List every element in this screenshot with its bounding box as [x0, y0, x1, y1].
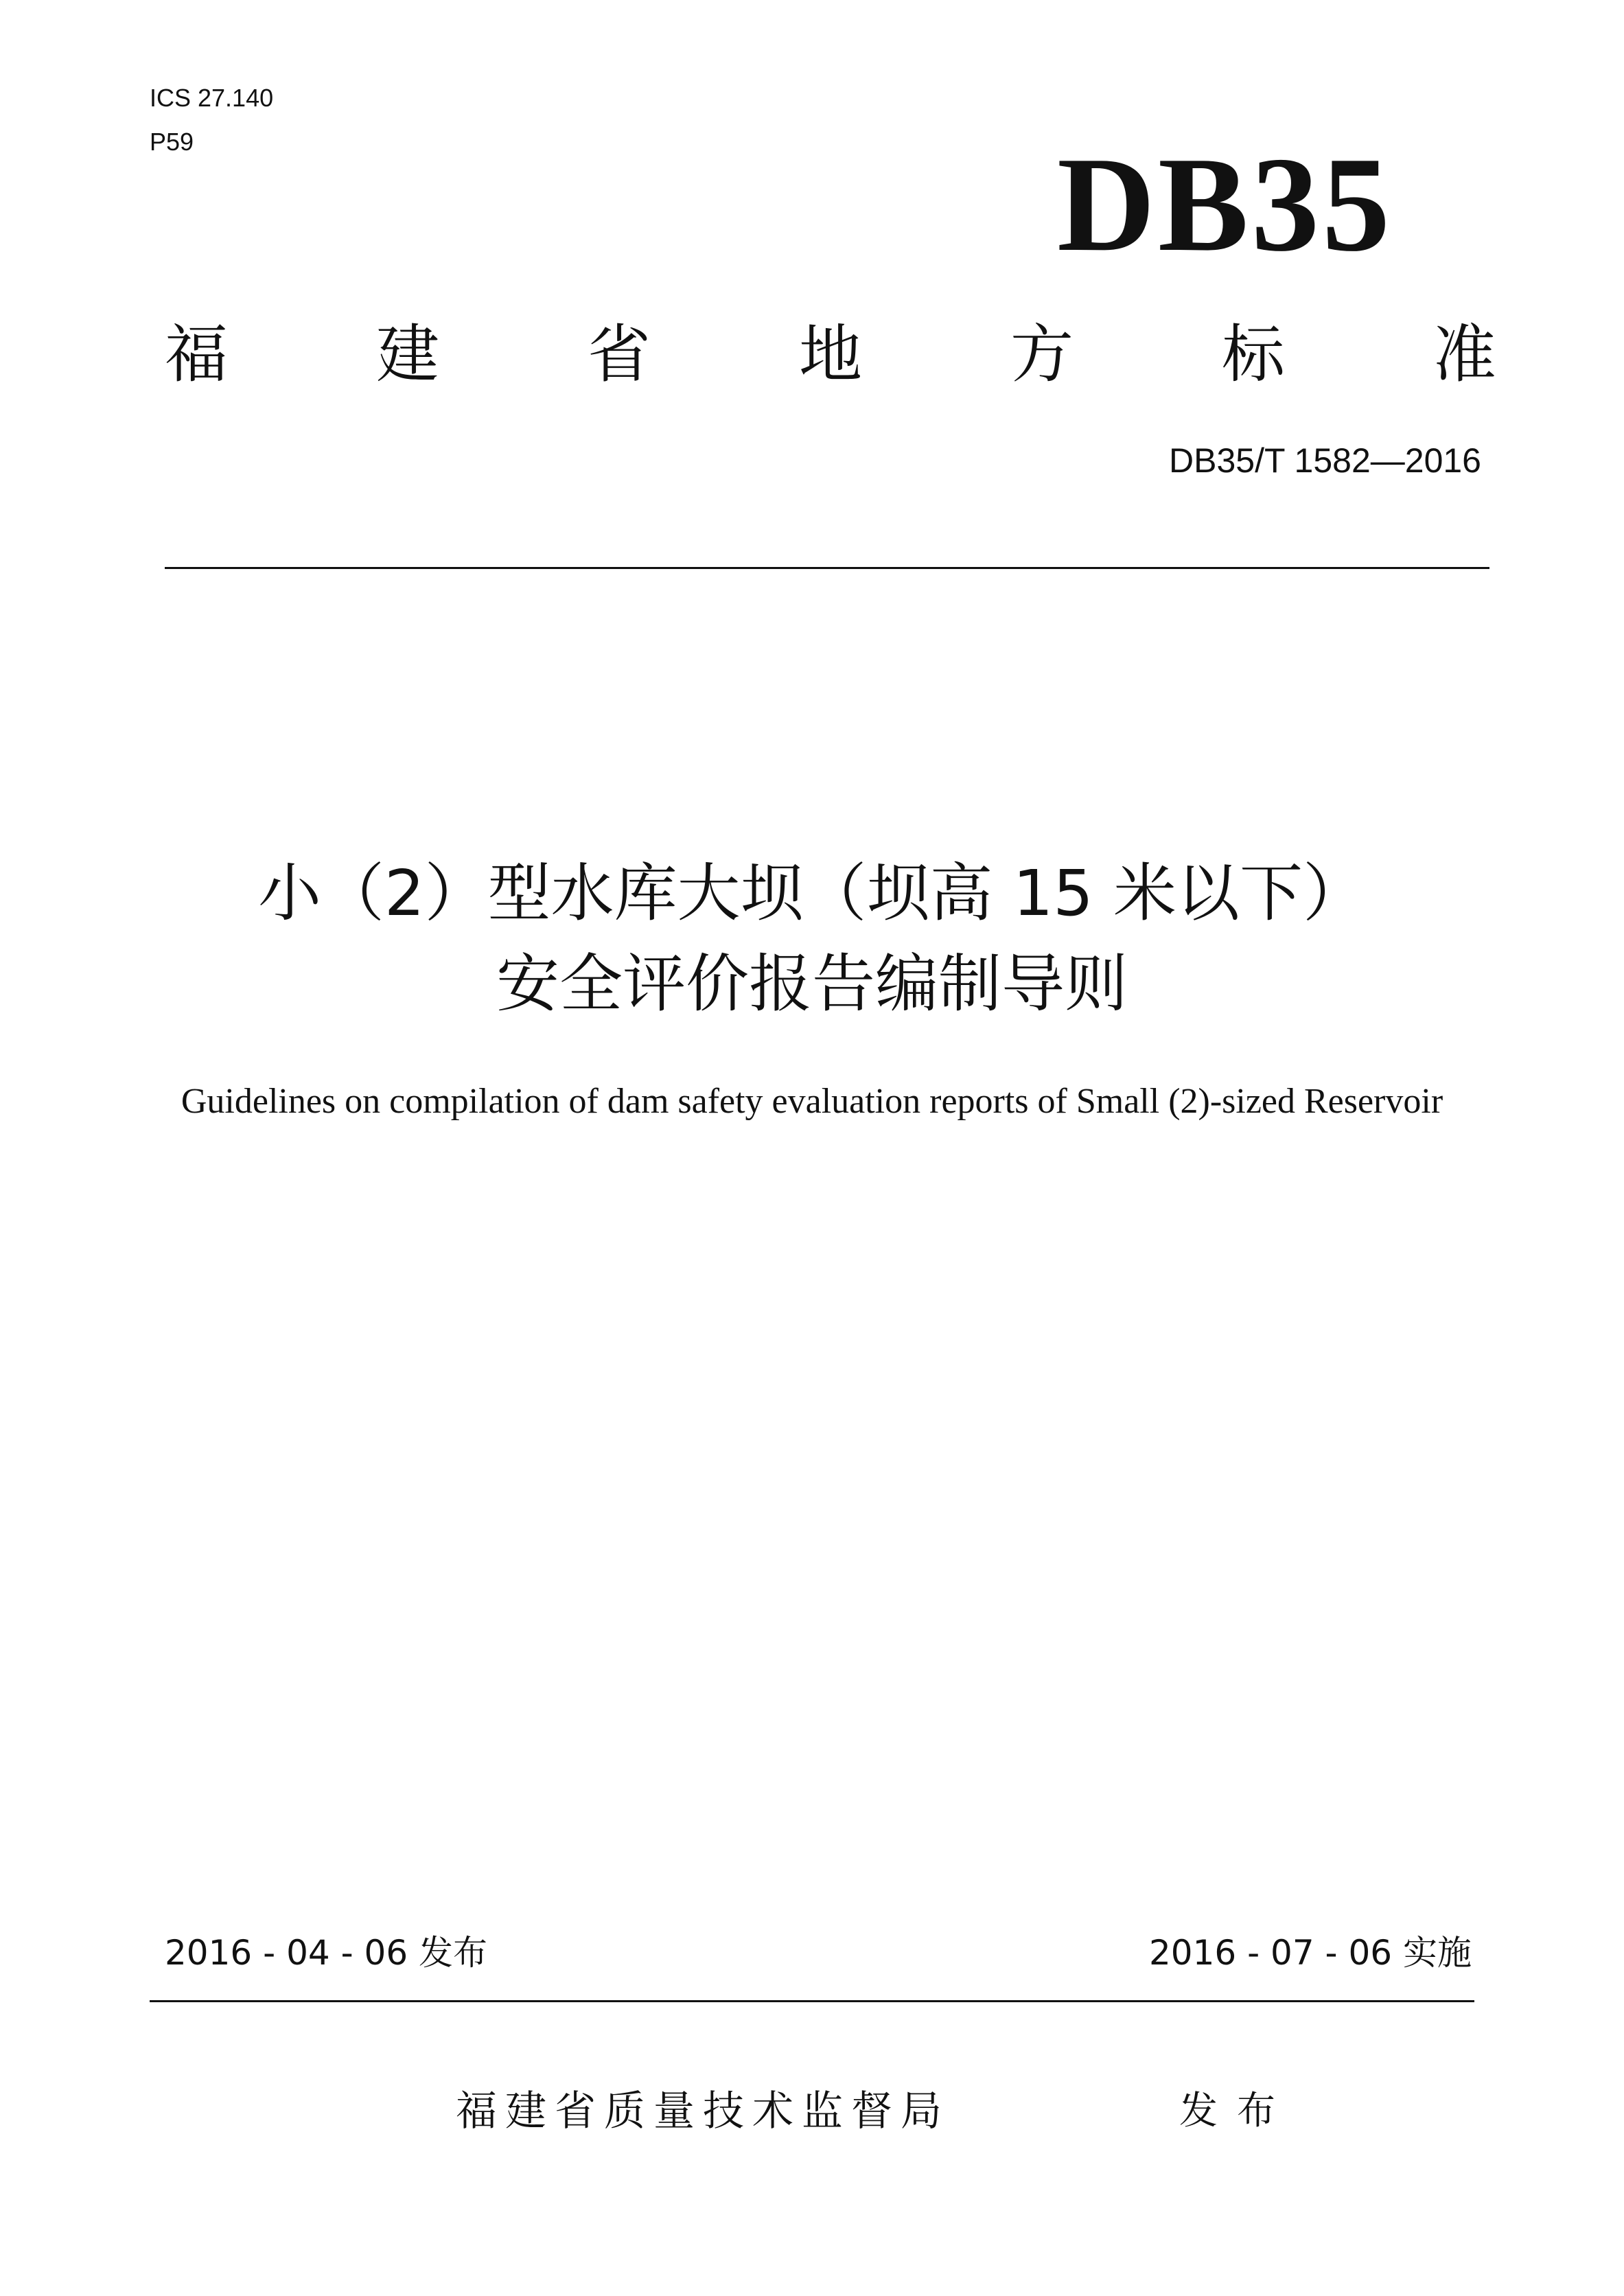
title-line-2: 安全评价报告编制导则: [496, 947, 1128, 1021]
title-line-1: 小（2）型水库大坝（坝高 15 米以下）: [257, 857, 1367, 930]
standard-type-char: 省: [587, 318, 651, 391]
db35-logo: DB35: [1057, 129, 1393, 279]
bottom-divider: [150, 2000, 1474, 2002]
standard-type-heading: [165, 317, 1496, 393]
classification-code: P59: [150, 128, 194, 156]
standard-type-char: 方: [1010, 318, 1074, 391]
english-title: Guidelines on compilation of dam safety evaluation reports of Small (2)-sized Reservoir: [181, 1082, 1443, 1121]
top-divider: [165, 567, 1489, 569]
standard-type-char: 建: [375, 318, 439, 391]
document-title: [0, 848, 1624, 1030]
standard-type-char: 准: [1432, 318, 1496, 391]
publisher-name: 福建省质量技术监督局: [456, 2087, 950, 2135]
issue-date: 2016 - 04 - 06 发布: [165, 1933, 488, 1973]
implementation-date: 2016 - 07 - 06 实施: [1148, 1933, 1472, 1973]
standard-type-char: 福: [165, 318, 229, 391]
standard-number: DB35/T 1582—2016: [1169, 441, 1481, 480]
ics-code: ICS 27.140: [150, 84, 274, 112]
publish-label: 发布: [1179, 2089, 1295, 2133]
standard-type-char: 地: [798, 318, 862, 391]
standard-type-char: 标: [1221, 318, 1285, 391]
